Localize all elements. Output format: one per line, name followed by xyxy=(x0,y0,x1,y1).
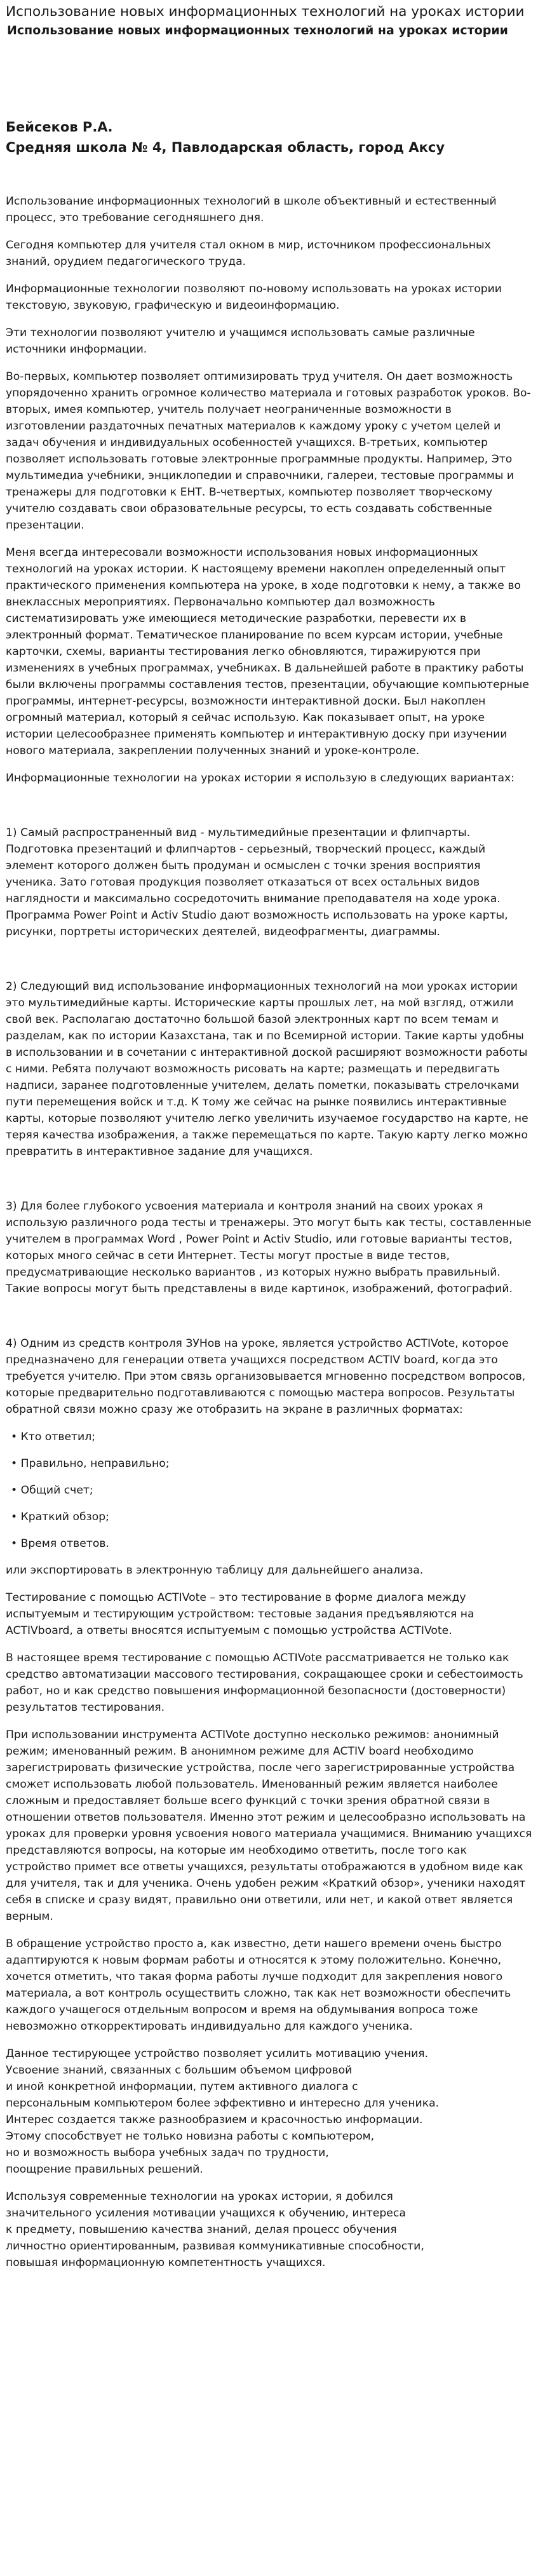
paragraph-experience: Меня всегда интересовали возможности использования новых информационных технологий на уроках истории. К настоящему времени накоплен определенный опыт практического применения компьютера на уроке, в ходе подготовки к нему, а также во внеклассных мероприятиях. Первоначально компьютер дал возможность систематизировать уже имеющиеся методические разработки, перевести их в электронный формат. Тематическое планирование по всем курсам истории, учебные карточки, схемы, варианты тестирования легко обновляются, тиражируются при изменениях в учебных программах, учебниках. В дальнейшей работе в практику работы были включены программы составления тестов, презентации, обучающие компьютерные программы, интернет-ресурсы, возможности интерактивной доски. Был накоплен огромный материал, который я сейчас использую. Как показывает опыт, на уроке истории целесообразнее применять компьютер и интерактивную доску при изучении нового материала, закреплении полученных знаний и уроке-контроле. xyxy=(6,546,529,757)
paragraph-computer-window: Сегодня компьютер для учителя стал окном в мир, источником профессиональных знаний, орудием педагогического труда. xyxy=(6,239,491,268)
result-formats-list xyxy=(6,1429,533,1552)
paragraph-activote-usage: В обращение устройство просто а, как известно, дети нашего времени очень быстро адаптируются к новым формам работы и относятся к этому положительно. Конечно, хочется отметить, что такая форма работы лучше подходит для закрепления нового материала, а вот контроль осуществить сложно, так как нет возможности обеспечить каждого учащегося отдельным вопросом и время на обдумывания вопроса тоже невозможно откорректировать индивидуально для каждого ученика. xyxy=(6,1938,511,2033)
author-school: Средняя школа № 4, Павлодарская область, город Аксу xyxy=(6,140,445,155)
paragraph-sources: Эти технологии позволяют учителю и учащимся использовать самые различные источники информации. xyxy=(6,327,475,356)
article-body xyxy=(6,193,533,2271)
paragraph-activote-modes: При использовании инструмента ACTIVote доступно несколько режимов: анонимный режим; именованный режим. В анонимном режиме для ACTIV board необходимо зарегистрировать физические устройства, после чего зарегистрированные устройства сможет использовать любой пользователь. Именованный режим является наиболее сложным и предоставляет больше всего функций с точки зрения обратной связи в отношении ответов пользователя. Именно этот режим и целесообразно использовать на уроках для проверки уровня усвоения нового материала учащимися. Вниманию учащихся представляются вопросы, на которые им необходимо ответить, после того как устройство примет все ответы учащихся, результаты отображаются в удобном виде как для учителя, так и для ученика. Очень удобен режим «Краткий обзор», ученики находят себя в списке и сразу видят, правильно они ответили, или нет, и какой ответ является верным. xyxy=(6,1729,532,1923)
list-item: • Кто ответил; xyxy=(11,1431,95,1443)
document-title: Использование новых информационных технологий на уроках истории xyxy=(6,4,525,20)
paragraph-activote-security: В настоящее время тестирование с помощью ACTIVote рассматривается не только как средство автоматизации массового тестирования, сокращающее сроки и себестоимость работ, но и как средство повышения информационной безопасности (достоверности) результатов тестирования. xyxy=(6,1652,523,1714)
paragraph-motivation: Данное тестирующее устройство позволяет усилить мотивацию учения. Усвоение знаний, связанных с большим объемом цифровой и иной конкретной информации, путем активного диалога с персональным компьютером более эффективно и интересно для ученика. Интерес создается также разнообразием и красочностью информации. Этому способствует не только новизна работы с компьютером, но и возможность выбора учебных задач по трудности, поощрение правильных решений. xyxy=(6,2047,440,2176)
paragraph-conclusion: Используя современные технологии на уроках истории, я добился значительного усиления мотивации учащихся к обучению, интереса к предмету, повышению качества знаний, делая процесс обучения личностно ориентированным, развивая коммуникативные способности, повышая информационную компетентность учащихся. xyxy=(6,2190,424,2269)
paragraph-activote-dialog: Тестирование с помощью ACTIVote – это тестирование в форме диалога между испытуемым и тестирующим устройством: тестовые задания предъявляются на ACTIVboard, а ответы вносятся испытуемым с помощью устройства ACTIVote. xyxy=(6,1591,474,1637)
list-item: • Правильно, неправильно; xyxy=(11,1457,170,1470)
author-name: Бейсеков Р.А. xyxy=(6,119,113,135)
paragraph-maps: 2) Следующий вид использование информационных технологий на мои уроках истории это мультимедийные карты. Исторические карты прошлых лет, на мой взгляд, отжили свой век. Располагаю достаточно большой базой электронных карт по всем темам и разделам, как по истории Казахстана, так и по Всемирной истории. Такие карты удобны в использовании и в сочетании с интерактивной доской расширяют возможности работы с ними. Ребята получают возможность рисовать на карте; размещать и передвигать надписи, заранее подготовленные учителем, делать пометки, показывать стрелочками пути перемещения войск и т.д. К тому же сейчас на рынке появились интерактивные карты, которые позволяют учителю легко увеличить изучаемое государство на карте, не теряя качества изображения, а также перемещаться по карте. Такую карту легко можно превратить в интерактивное задание для учащихся. xyxy=(6,980,528,1158)
paragraph-it-capabilities: Информационные технологии позволяют по-новому использовать на уроках истории текстовую, звуковую, графическую и видеоинформацию. xyxy=(6,283,502,312)
paragraph-intro: Использование информационных технологий в школе объективный и естественный процесс, это требование сегодняшнего дня. xyxy=(6,195,497,224)
paragraph-optimization: Во-первых, компьютер позволяет оптимизировать труд учителя. Он дает возможность упорядоченно хранить огромное количество материала и готовых разработок уроков. Во-вторых, имея компьютер, учитель получает неограниченные возможности в изготовлении раздаточных печатных материалов к каждому уроку с учетом целей и задач обучения и индивидуальных особенностей учащихся. В-третьих, компьютер позволяет использовать готовые электронные программные продукты. Например, Это мультимедиа учебники, энциклопедии и справочники, галереи, тестовые программы и тренажеры для подготовки к ЕНТ. В-четвертых, компьютер позволяет творческому учителю создавать свои образовательные ресурсы, то есть создавать собственные презентации. xyxy=(6,370,531,532)
list-item: • Общий счет; xyxy=(11,1484,93,1497)
paragraph-tests: 3) Для более глубокого усвоения материала и контроля знаний на своих уроках я использую различного рода тесты и тренажеры. Это могут быть как тесты, составленные учителем в программах Word , Power Point и Activ Studio, или готовые варианты тестов, которых много сейчас в сети Интернет. Тесты могут простые в виде тестов, предусматривающие несколько вариантов , из которых нужно выбрать правильный. Такие вопросы могут быть представлены в виде картинок, изображений, фотографий. xyxy=(6,1200,532,1295)
list-item: • Краткий обзор; xyxy=(11,1511,109,1523)
paragraph-presentations: 1) Самый распространенный вид - мультимедийные презентации и флипчарты. Подготовка презентаций и флипчартов - серьезный, творческий процесс, каждый элемент которого должен быть продуман и осмыслен с точки зрения восприятия ученика. Зато готовая продукция позволяет отказаться от всех остальных видов наглядности и максимально сосредоточить внимание преподавателя на ходе урока. Программа Power Point и Activ Studio дают возможность использовать на уроке карты, рисунки, портреты исторических деятелей, видеофрагменты, диаграммы. xyxy=(6,826,508,938)
paragraph-export: или экспортировать в электронную таблицу для дальнейшего анализа. xyxy=(6,1564,424,1577)
document-subtitle: Использование новых информационных технологий на уроках истории xyxy=(7,24,508,37)
paragraph-variants-intro: Информационные технологии на уроках истории я использую в следующих вариантах: xyxy=(6,772,514,785)
paragraph-activote: 4) Одним из средств контроля ЗУНов на уроке, является устройство ACTIVote, которое предназначено для генерации ответа учащихся посредством ACTIV board, когда это требуется учителю. При этом связь организовывается мгновенно посредством вопросов, которые предварительно подготавливаются с помощью мастера вопросов. Результаты обратной связи можно сразу же отобразить на экране в различных форматах: xyxy=(6,1337,526,1416)
list-item: • Время ответов. xyxy=(11,1537,109,1550)
author-block xyxy=(6,117,533,158)
